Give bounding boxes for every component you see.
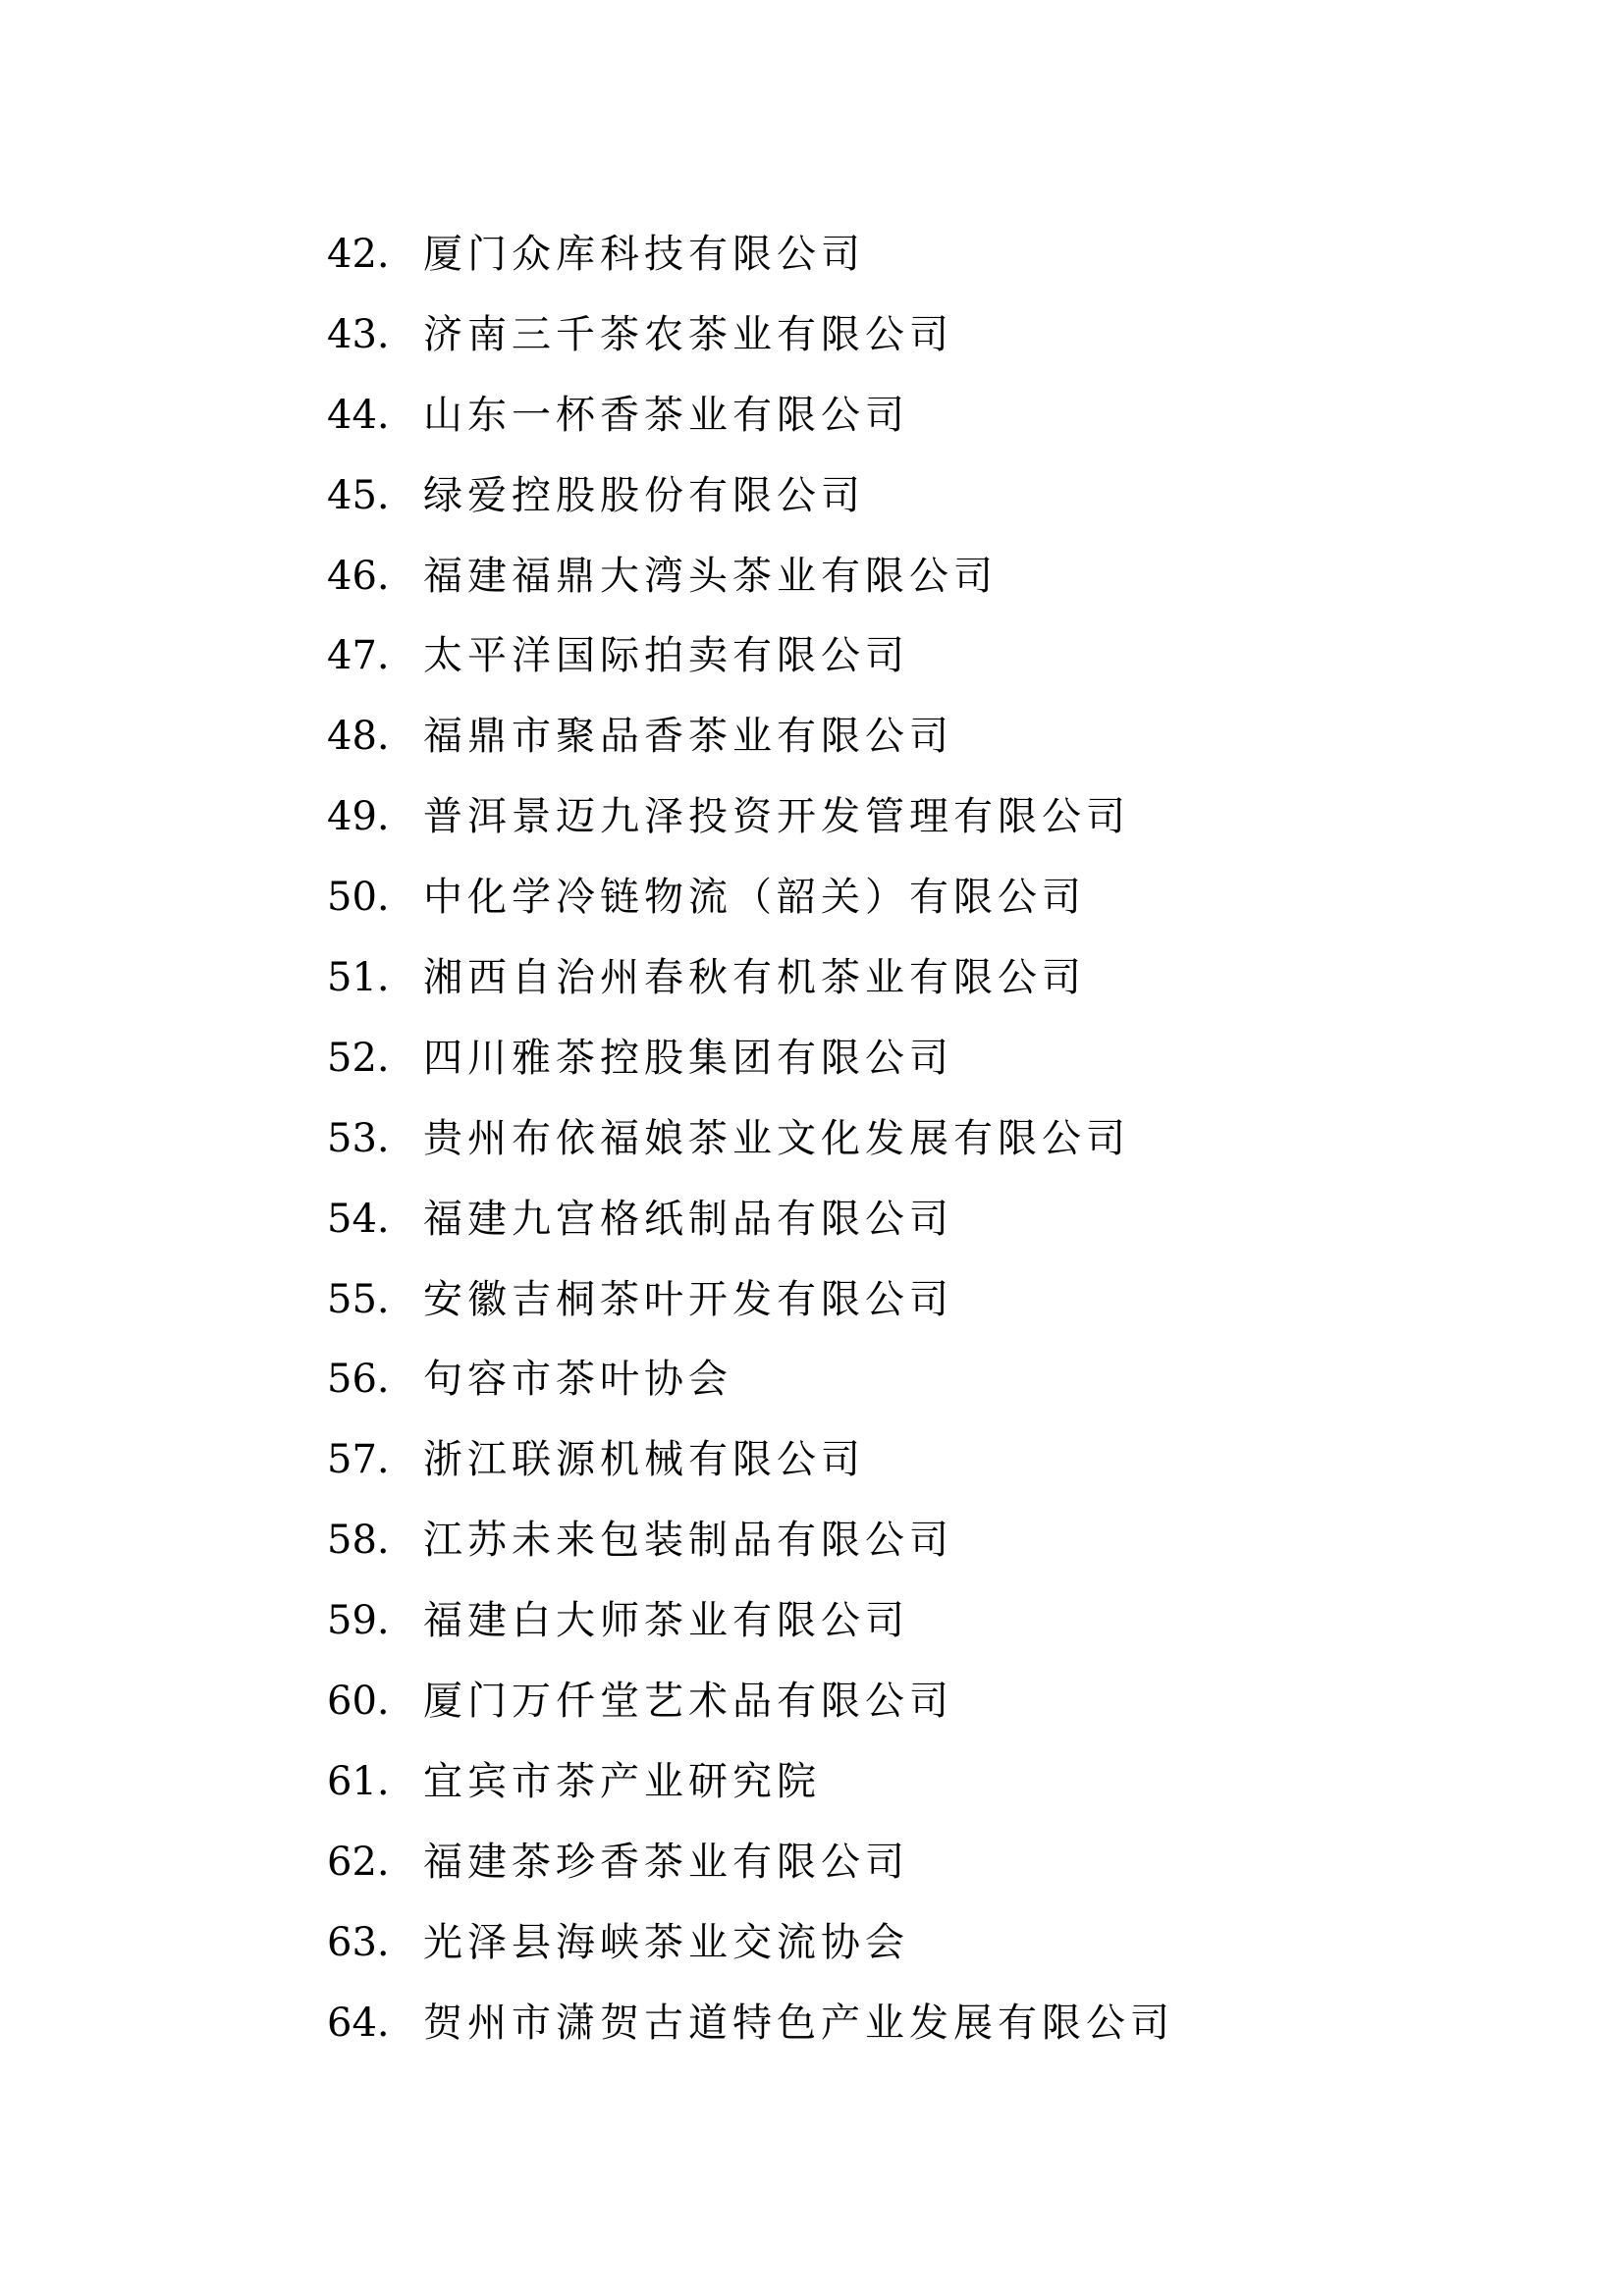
list-item: [327, 1661, 1174, 1741]
company-name: 福建福鼎大湾头茶业有限公司: [423, 553, 998, 599]
company-name: 浙江联源机械有限公司: [423, 1437, 865, 1483]
item-number: 59.: [327, 1598, 390, 1644]
company-name: 厦门万仟堂艺术品有限公司: [423, 1678, 953, 1724]
list-item: [327, 375, 1174, 455]
company-name: 福建茶珍香茶业有限公司: [423, 1839, 909, 1885]
item-number: 43.: [327, 311, 390, 357]
company-name: 四川雅茶控股集团有限公司: [423, 1035, 953, 1081]
item-number: 62.: [327, 1839, 390, 1885]
company-name: 普洱景迈九泽投资开发管理有限公司: [423, 794, 1130, 840]
company-list: [327, 214, 1174, 2062]
list-item: [327, 857, 1174, 937]
item-number: 47.: [327, 633, 390, 679]
list-item: [327, 1902, 1174, 1983]
list-item: [327, 455, 1174, 536]
list-item: [327, 696, 1174, 776]
list-item: [327, 1983, 1174, 2063]
item-number: 61.: [327, 1758, 390, 1804]
company-name: 绿爱控股股份有限公司: [423, 472, 865, 518]
list-item: [327, 1822, 1174, 1902]
company-name: 福建白大师茶业有限公司: [423, 1598, 909, 1644]
company-name: 太平洋国际拍卖有限公司: [423, 633, 909, 679]
company-name: 福鼎市聚品香茶业有限公司: [423, 714, 953, 760]
company-name: 光泽县海峡茶业交流协会: [423, 1919, 909, 1965]
company-name: 贵州布依福娘茶业文化发展有限公司: [423, 1115, 1130, 1161]
company-name: 山东一杯香茶业有限公司: [423, 392, 909, 438]
list-item: [327, 294, 1174, 375]
item-number: 53.: [327, 1115, 390, 1161]
list-item: [327, 1098, 1174, 1179]
item-number: 51.: [327, 954, 390, 1000]
list-item: [327, 615, 1174, 696]
list-item: [327, 776, 1174, 857]
company-name: 济南三千茶农茶业有限公司: [423, 311, 953, 357]
list-item: [327, 1419, 1174, 1500]
list-item: [327, 1500, 1174, 1580]
item-number: 52.: [327, 1035, 390, 1081]
item-number: 56.: [327, 1357, 390, 1403]
item-number: 60.: [327, 1678, 390, 1724]
item-number: 50.: [327, 875, 390, 921]
item-number: 57.: [327, 1437, 390, 1483]
company-name: 贺州市潇贺古道特色产业发展有限公司: [423, 2000, 1174, 2046]
company-name: 安徽吉桐茶叶开发有限公司: [423, 1276, 953, 1322]
item-number: 64.: [327, 2000, 390, 2046]
item-number: 54.: [327, 1196, 390, 1242]
list-item: [327, 1018, 1174, 1098]
list-item: [327, 1259, 1174, 1340]
item-number: 55.: [327, 1276, 390, 1322]
list-item: [327, 937, 1174, 1018]
item-number: 45.: [327, 472, 390, 518]
item-number: 46.: [327, 553, 390, 599]
item-number: 42.: [327, 231, 390, 277]
item-number: 58.: [327, 1518, 390, 1564]
company-name: 宜宾市茶产业研究院: [423, 1758, 821, 1804]
company-name: 中化学冷链物流（韶关）有限公司: [423, 875, 1086, 921]
item-number: 63.: [327, 1919, 390, 1965]
company-name: 江苏未来包装制品有限公司: [423, 1518, 953, 1564]
company-name: 湘西自治州春秋有机茶业有限公司: [423, 954, 1086, 1000]
company-name: 句容市茶叶协会: [423, 1357, 732, 1403]
list-item: [327, 536, 1174, 616]
list-item: [327, 1741, 1174, 1822]
company-name: 厦门众库科技有限公司: [423, 231, 865, 277]
list-item: [327, 1580, 1174, 1661]
list-item: [327, 214, 1174, 294]
list-item: [327, 1179, 1174, 1259]
company-name: 福建九宫格纸制品有限公司: [423, 1196, 953, 1242]
item-number: 48.: [327, 714, 390, 760]
item-number: 49.: [327, 794, 390, 840]
list-item: [327, 1339, 1174, 1419]
item-number: 44.: [327, 392, 390, 438]
